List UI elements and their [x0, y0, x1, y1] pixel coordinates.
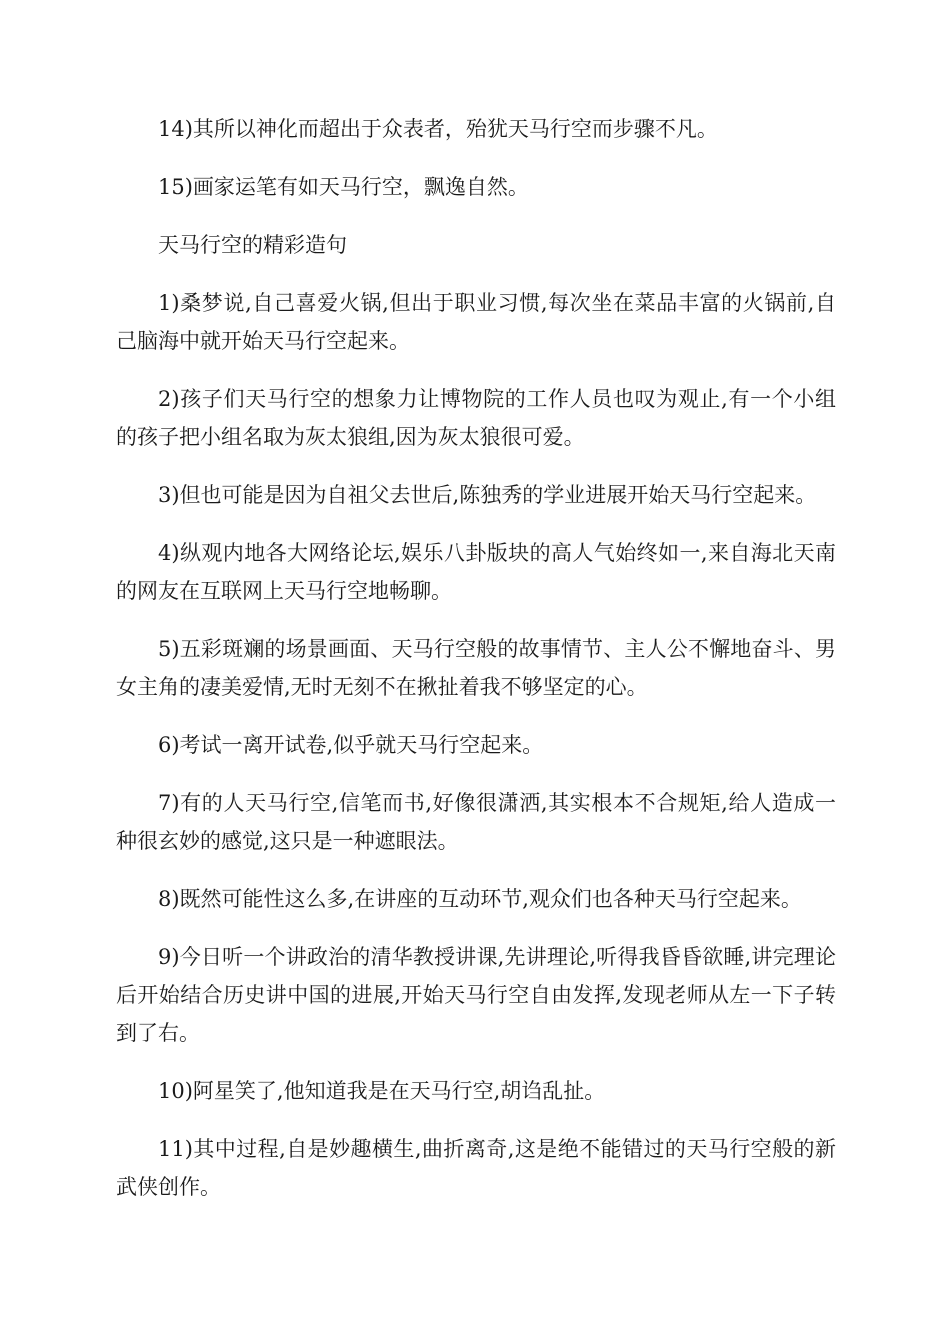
sentence-9: 9)今日听一个讲政治的清华教授讲课,先讲理论,听得我昏昏欲睡,讲完理论后开始结合历史讲中国的进展,开始天马行空自由发挥,发现老师从左一下子转到了右。	[116, 945, 836, 1045]
paragraph-15: 15)画家运笔有如天马行空，飘逸自然。	[158, 175, 529, 199]
sentence-5: 5)五彩斑斓的场景画面、天马行空般的故事情节、主人公不懈地奋斗、男女主角的凄美爱情,无时无刻不在揪扯着我不够坚定的心。	[116, 637, 836, 699]
sentence-4: 4)纵观内地各大网络论坛,娱乐八卦版块的高人气始终如一,来自海北天南的网友在互联网上天马行空地畅聊。	[116, 541, 836, 603]
sentence-2: 2)孩子们天马行空的想象力让博物院的工作人员也叹为观止,有一个小组的孩子把小组名取为灰太狼组,因为灰太狼很可爱。	[116, 387, 836, 449]
sentence-3: 3)但也可能是因为自祖父去世后,陈独秀的学业进展开始天马行空起来。	[158, 483, 817, 507]
sentence-7: 7)有的人天马行空,信笔而书,好像很潇洒,其实根本不合规矩,给人造成一种很玄妙的感觉,这只是一种遮眼法。	[116, 791, 836, 853]
sentence-10: 10)阿星笑了,他知道我是在天马行空,胡诌乱扯。	[158, 1079, 606, 1103]
sentence-8: 8)既然可能性这么多,在讲座的互动环节,观众们也各种天马行空起来。	[158, 887, 802, 911]
document-body	[116, 110, 836, 1226]
sentence-11: 11)其中过程,自是妙趣横生,曲折离奇,这是绝不能错过的天马行空般的新武侠创作。	[116, 1137, 836, 1199]
sentence-1: 1)桑梦说,自己喜爱火锅,但出于职业习惯,每次坐在菜品丰富的火锅前,自己脑海中就开始天马行空起来。	[116, 291, 836, 353]
sentence-6: 6)考试一离开试卷,似乎就天马行空起来。	[158, 733, 544, 757]
paragraph-14: 14)其所以神化而超出于众表者，殆犹天马行空而步骤不凡。	[158, 117, 718, 141]
section-heading: 天马行空的精彩造句	[158, 233, 347, 257]
